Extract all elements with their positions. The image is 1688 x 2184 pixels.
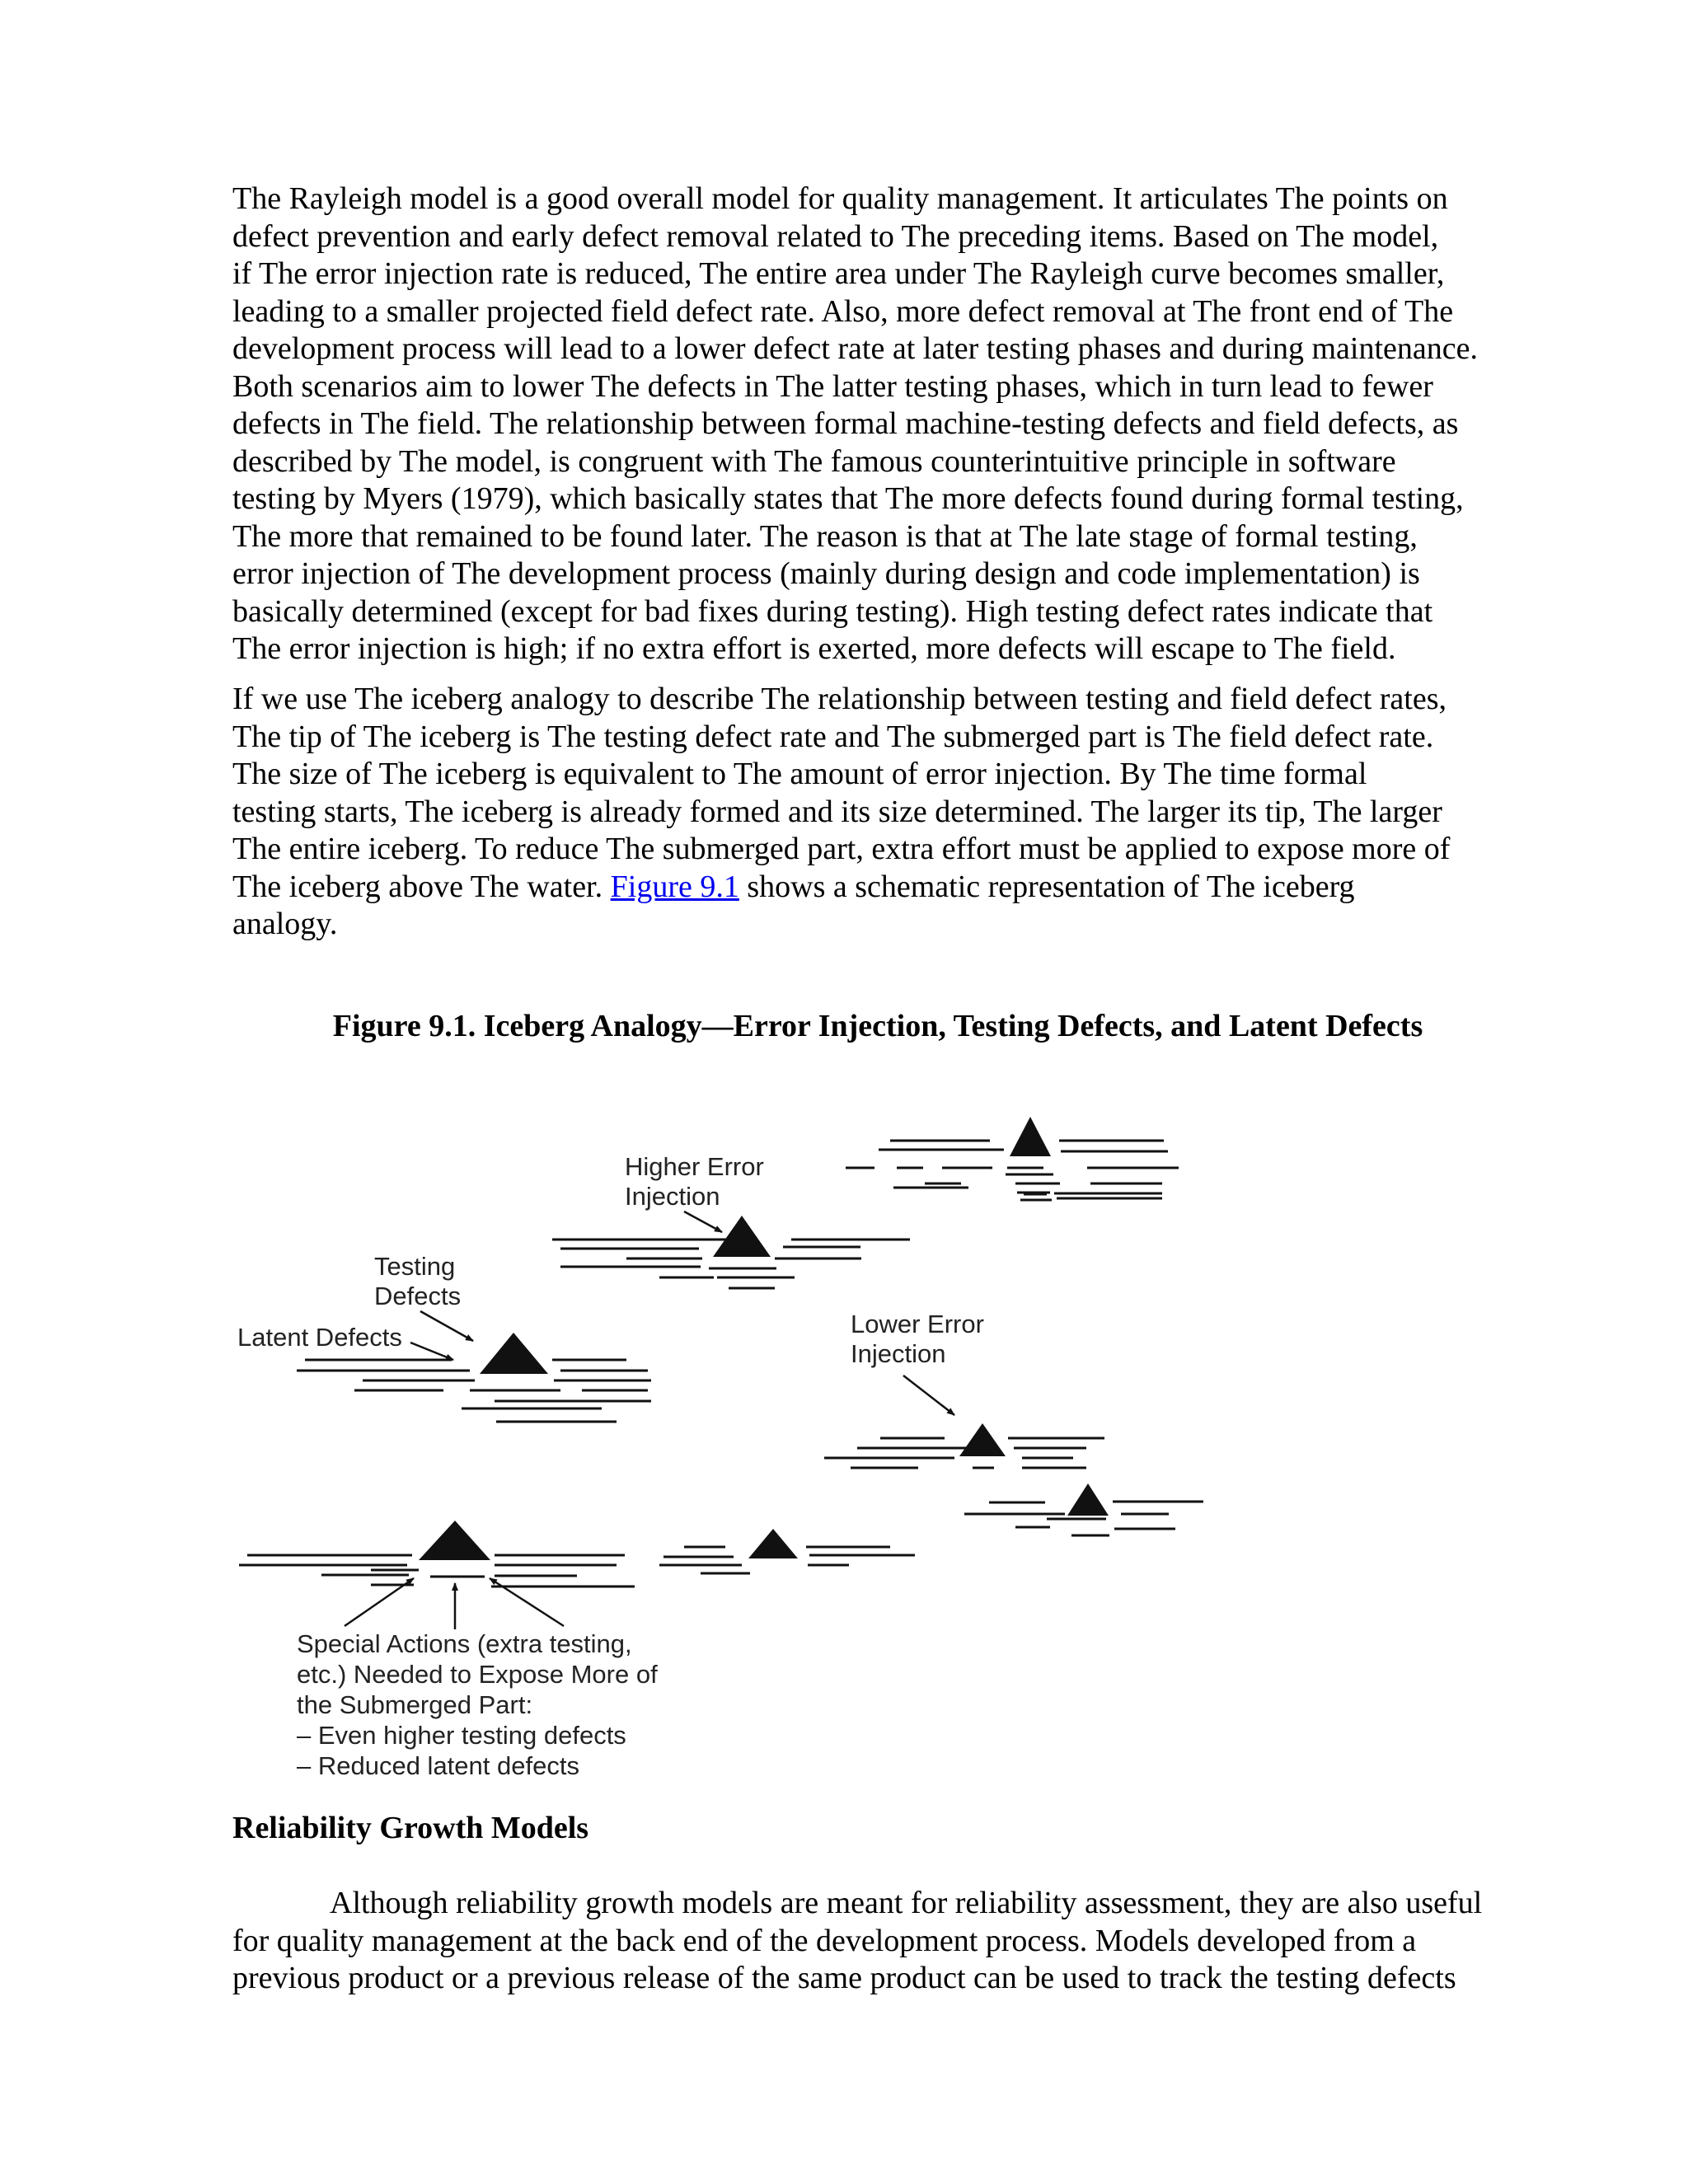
text-line: for quality management at the back end of the development process. Models developed from a bbox=[232, 1923, 1417, 1958]
iceberg-tip-shape bbox=[419, 1521, 490, 1560]
text-segment: The iceberg above The water. bbox=[232, 869, 611, 904]
iceberg-tip-shape bbox=[713, 1216, 771, 1257]
text-segment: shows a schematic representation of The iceberg bbox=[738, 869, 1355, 904]
lower-error-arrow bbox=[903, 1376, 954, 1415]
label-line: Injection bbox=[625, 1182, 720, 1211]
text-line: The tip of The iceberg is The testing defect rate and The submerged part is The field defect rate. bbox=[232, 719, 1434, 754]
text-line: Although reliability growth models are meant for reliability assessment, they are also useful bbox=[330, 1886, 1483, 1920]
iceberg-tip-shape bbox=[959, 1423, 1006, 1456]
text-line: The more that remained to be found later. The reason is that at The late stage of formal testing, bbox=[232, 518, 1418, 554]
section-heading: Reliability Growth Models bbox=[232, 1811, 589, 1845]
text-line: if The error injection rate is reduced, The entire area under The Rayleigh curve becomes smaller, bbox=[232, 256, 1445, 291]
label-line: – Reduced latent defects bbox=[297, 1751, 579, 1780]
text-line: leading to a smaller projected field defect rate. Also, more defect removal at The front end of The bbox=[232, 293, 1454, 329]
text-line: The error injection is high; if no extra effort is exerted, more defects will escape to The field. bbox=[232, 631, 1396, 666]
iceberg-bottom-middle bbox=[659, 1529, 915, 1573]
special-actions-label bbox=[297, 1629, 658, 1780]
iceberg-diagram bbox=[223, 1084, 1236, 1793]
label-line: Injection bbox=[851, 1339, 946, 1368]
label-line: – Even higher testing defects bbox=[297, 1721, 626, 1750]
text-line: Both scenarios aim to lower The defects in The latter testing phases, which in turn lead to fewer bbox=[232, 368, 1433, 404]
label-line: Defects bbox=[374, 1282, 462, 1310]
label-line: Higher Error bbox=[625, 1152, 764, 1181]
iceberg-higher-error bbox=[552, 1216, 910, 1288]
iceberg-lower-error-small bbox=[964, 1483, 1203, 1535]
text-line: If we use The iceberg analogy to describe The relationship between testing and field defect rates, bbox=[232, 682, 1447, 716]
text-line: basically determined (except for bad fixes during testing). High testing defect rates indicate that bbox=[232, 593, 1433, 629]
latent-defects-arrow bbox=[410, 1343, 453, 1360]
text-line: defects in The field. The relationship between formal machine-testing defects and field defects, as bbox=[232, 406, 1459, 441]
text-line: The Rayleigh model is a good overall model for quality management. It articulates The points on bbox=[232, 181, 1448, 216]
paragraph-iceberg-analogy bbox=[232, 681, 1535, 944]
label-line: Lower Error bbox=[851, 1310, 984, 1338]
label-line: etc.) Needed to Expose More of bbox=[297, 1660, 658, 1689]
figure-caption: Figure 9.1. Iceberg Analogy—Error Injection, Testing Defects, and Latent Defects bbox=[332, 1009, 1423, 1043]
iceberg-tip-shape bbox=[1010, 1117, 1051, 1156]
paragraph-rayleigh-model bbox=[232, 180, 1535, 668]
iceberg-special-actions bbox=[239, 1521, 635, 1586]
text-line: previous product or a previous release of the same product can be used to track the testing defects bbox=[232, 1961, 1456, 1995]
iceberg-tip-shape bbox=[748, 1529, 798, 1558]
text-line: analogy. bbox=[232, 907, 338, 941]
figure-9-1-link[interactable]: Figure 9.1 bbox=[610, 869, 739, 904]
higher-error-arrow bbox=[684, 1212, 722, 1232]
text-line: defect prevention and early defect removal related to The preceding items. Based on The model, bbox=[232, 218, 1439, 254]
text-line: development process will lead to a lower defect rate at later testing phases and during maintenance. bbox=[232, 331, 1478, 366]
iceberg-tip-shape bbox=[1067, 1483, 1109, 1516]
text-line: error injection of The development process (mainly during design and code implementation) is bbox=[232, 556, 1420, 591]
iceberg-analogy-figure bbox=[223, 1084, 1236, 1793]
text-line: The size of The iceberg is equivalent to The amount of error injection. By The time formal bbox=[232, 757, 1367, 791]
label-line: the Submerged Part: bbox=[297, 1690, 533, 1719]
text-line: testing starts, The iceberg is already formed and its size determined. The larger its tip, The larger bbox=[232, 794, 1442, 829]
label-line: Special Actions (extra testing, bbox=[297, 1629, 632, 1658]
higher-error-injection-label bbox=[625, 1152, 764, 1211]
lower-error-injection-label bbox=[851, 1310, 984, 1368]
text-line: described by The model, is congruent with The famous counterintuitive principle in software bbox=[232, 443, 1396, 479]
testing-defects-label bbox=[374, 1252, 461, 1310]
paragraph-reliability-growth bbox=[232, 1885, 1535, 1998]
iceberg-lower-error bbox=[824, 1423, 1104, 1468]
latent-defects-label: Latent Defects bbox=[237, 1323, 402, 1352]
label-line: Testing bbox=[374, 1252, 456, 1281]
text-line: The entire iceberg. To reduce The submerged part, extra effort must be applied to expose more of bbox=[232, 832, 1451, 866]
testing-defects-arrow bbox=[420, 1311, 473, 1341]
text-line bbox=[232, 869, 1535, 907]
iceberg-tip-shape bbox=[480, 1333, 548, 1374]
text-line: testing by Myers (1979), which basically states that The more defects found during formal testing, bbox=[232, 481, 1464, 516]
iceberg-top-right bbox=[846, 1117, 1179, 1200]
